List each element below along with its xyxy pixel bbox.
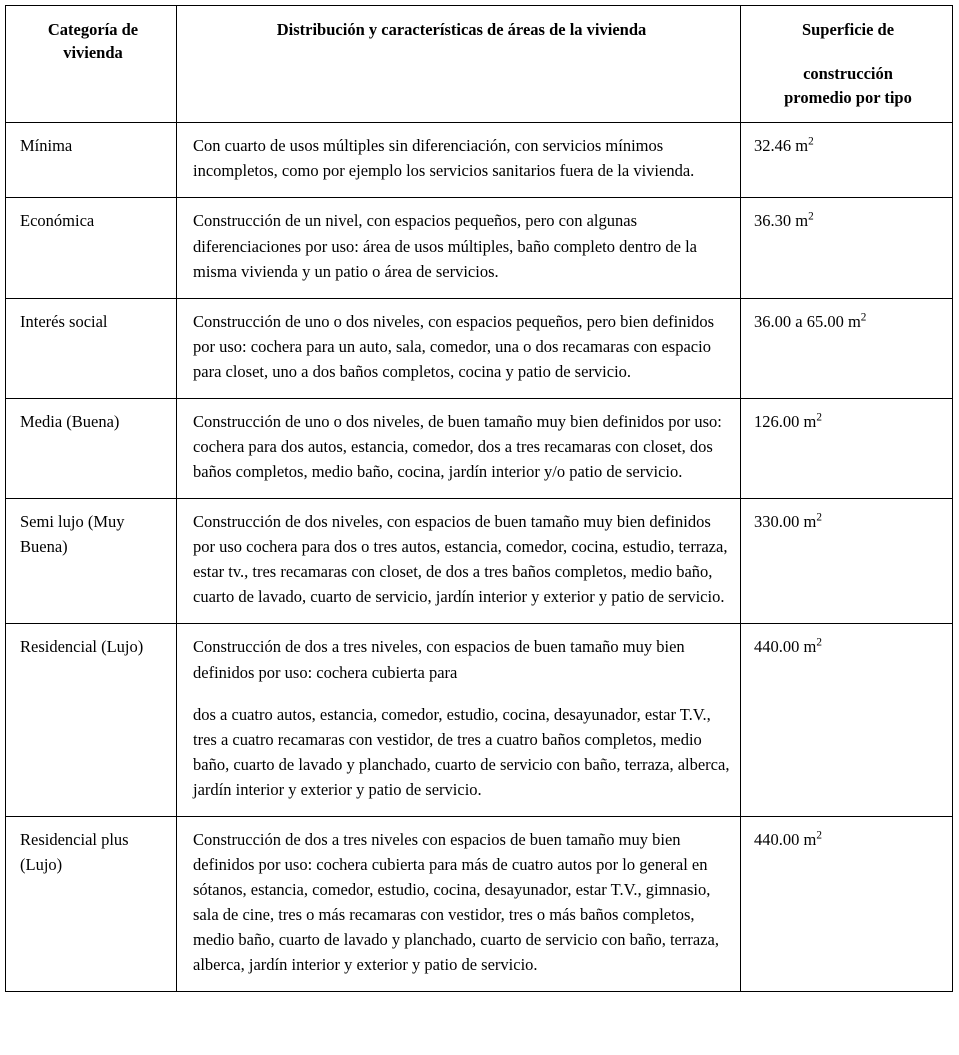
surface-value: 330.00 (754, 512, 800, 532)
table-row (6, 398, 953, 498)
table-row (6, 624, 953, 816)
cell-description (177, 198, 741, 298)
cell-surface (741, 624, 953, 816)
description-paragraph: Construcción de dos niveles, con espacios de buen tamaño muy bien definidos por uso cochera para dos o tres autos, estancia, comedor, cocina, estudio, terraza, estar tv., tres recamaras con closet, de dos a tres baños completos, medio baño, cuarto de lavado, cuarto de servicio, jardín interior y exterior y patio de servicio. (193, 512, 728, 607)
cell-category: Residencial plus (Lujo) (6, 816, 177, 991)
table-header-row (6, 6, 953, 123)
surface-value: 36.30 (754, 211, 792, 231)
housing-category-table (5, 5, 953, 992)
column-header-description: Distribución y características de áreas de la vivienda (177, 6, 741, 123)
cell-category: Mínima (6, 123, 177, 198)
column-header-surface-line-1: Superficie de (801, 20, 895, 39)
table-header (6, 6, 953, 123)
surface-unit: m (795, 211, 809, 231)
column-header-surface-line-3: promedio por tipo (784, 87, 912, 107)
description-paragraph: Con cuarto de usos múltiples sin diferenciación, con servicios mínimos incompletos, como por ejemplo los servicios sanitarios fuera de la vivienda. (193, 136, 695, 181)
table-row (6, 499, 953, 624)
column-header-surface-paragraph (754, 62, 942, 109)
table-body (6, 123, 953, 992)
cell-surface (741, 816, 953, 991)
surface-unit-exponent: 2 (816, 411, 822, 424)
surface-unit: m (803, 637, 817, 657)
column-header-surface (741, 6, 953, 123)
cell-category: Económica (6, 198, 177, 298)
cell-category: Interés social (6, 298, 177, 398)
surface-unit: m (803, 829, 817, 849)
cell-surface (741, 123, 953, 198)
column-header-category-line-1: Categoría de (47, 20, 139, 39)
surface-value: 36.00 a 65.00 (754, 311, 844, 331)
surface-unit: m (803, 512, 817, 532)
surface-unit: m (795, 136, 809, 156)
column-header-category (6, 6, 177, 123)
surface-unit-exponent: 2 (816, 511, 822, 524)
column-header-surface-line-2: construcción (803, 64, 893, 84)
table-row (6, 816, 953, 991)
description-paragraph: Construcción de un nivel, con espacios pequeños, pero con algunas diferenciaciones por uso: área de usos múltiples, baño completo dentro de la misma vivienda y un patio o área de servicios. (193, 211, 698, 281)
cell-category: Residencial (Lujo) (6, 624, 177, 816)
cell-description (177, 816, 741, 991)
description-paragraph: Construcción de dos a tres niveles, con espacios de buen tamaño muy bien definidos por uso: cochera cubierta para (193, 637, 685, 682)
description-paragraph: Construcción de uno o dos niveles, de buen tamaño muy bien definidos por uso: cochera para dos autos, estancia, comedor, dos a tres recamaras con closet, dos baños completos, medio baño, cocina, jardín interior y/o patio de servicio. (193, 411, 722, 482)
description-paragraph: Construcción de dos a tres niveles con espacios de buen tamaño muy bien definidos por uso: cochera cubierta para más de cuatro autos por lo general en sótanos, estancia, comedor, estudio, cocina, desayunador, estar T.V., gimnasio, sala de cine, tres o más recamaras con vestidor, tres o más baños completos, medio baño, cuarto de lavado y planchado, cuarto de servicio con baño, terraza, alberca, jardín interior y exterior y patio de servicio. (193, 829, 719, 975)
table-row (6, 123, 953, 198)
cell-description (177, 123, 741, 198)
cell-description (177, 398, 741, 498)
cell-surface (741, 499, 953, 624)
cell-description (177, 298, 741, 398)
surface-unit: m (847, 311, 861, 331)
cell-surface (741, 198, 953, 298)
surface-unit-exponent: 2 (808, 135, 814, 148)
surface-unit-exponent: 2 (816, 636, 822, 649)
cell-description (177, 624, 741, 816)
surface-value: 32.46 (754, 136, 792, 156)
surface-value: 440.00 (754, 829, 800, 849)
cell-surface (741, 398, 953, 498)
column-header-category-line-2: vivienda (63, 43, 123, 63)
surface-unit-exponent: 2 (860, 311, 867, 324)
description-paragraph: Construcción de uno o dos niveles, con espacios pequeños, pero bien definidos por uso: cochera para un auto, sala, comedor, una o dos recamaras con espacio para closet, uno a dos baños completos, cocina y patio de servicio. (193, 311, 715, 381)
surface-unit: m (803, 411, 817, 431)
surface-value: 440.00 (754, 637, 800, 657)
cell-category: Semi lujo (Muy Buena) (6, 499, 177, 624)
cell-description (177, 499, 741, 624)
table-row (6, 298, 953, 398)
surface-unit-exponent: 2 (816, 829, 822, 842)
cell-category: Media (Buena) (6, 398, 177, 498)
cell-surface (741, 298, 953, 398)
description-paragraph: dos a cuatro autos, estancia, comedor, estudio, cocina, desayunador, estar T.V., tres a cuatro recamaras con vestidor, de tres a cuatro baños completos, medio baño, cuarto de lavado y planchado, cuarto de servicio con baño, terraza, alberca, jardín interior y exterior y patio de servicio. (193, 704, 730, 799)
surface-unit-exponent: 2 (808, 210, 814, 223)
surface-value: 126.00 (754, 411, 800, 431)
table-row (6, 198, 953, 298)
